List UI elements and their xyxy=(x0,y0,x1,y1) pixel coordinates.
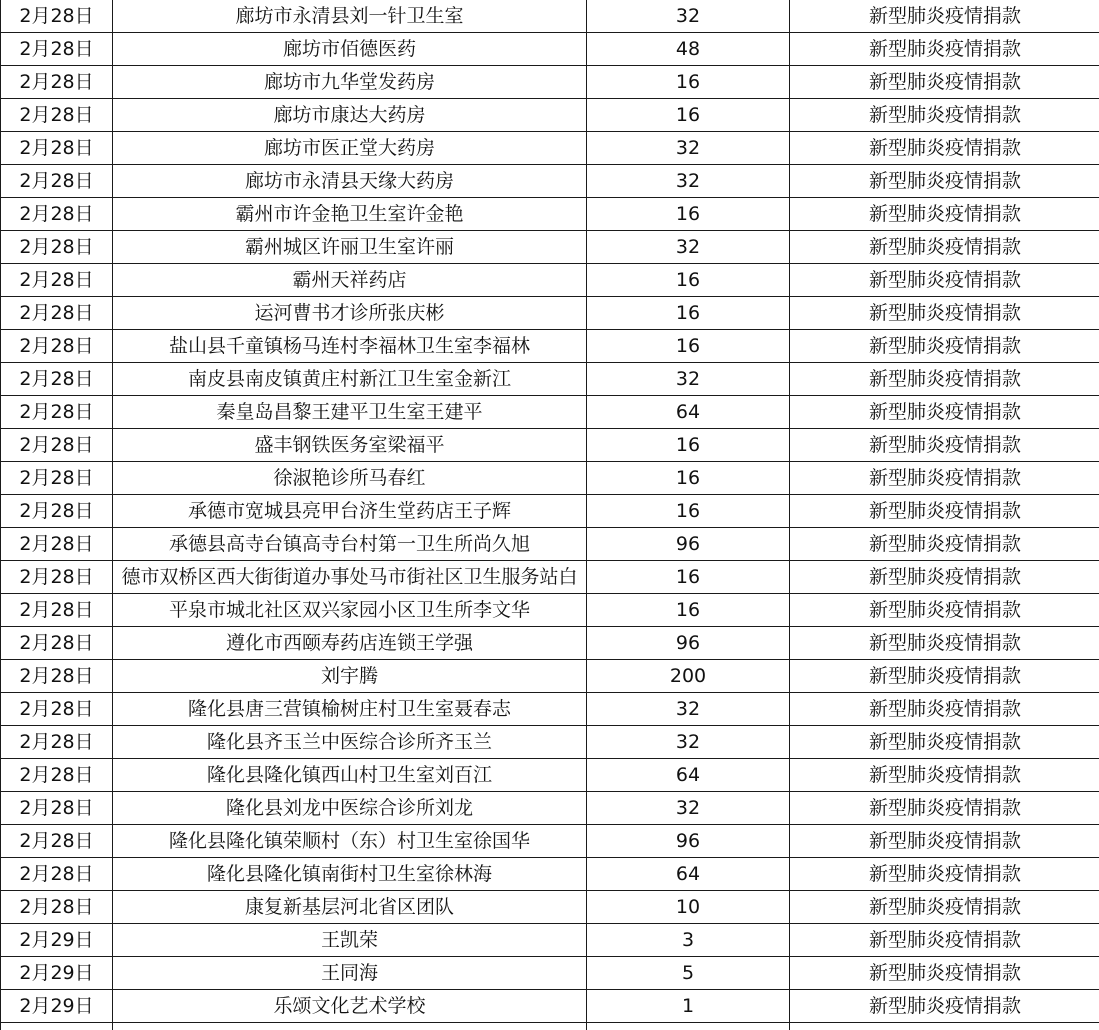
amount-cell[interactable]: 16 xyxy=(587,297,790,330)
date-cell[interactable]: 2月28日 xyxy=(1,825,113,858)
amount-cell[interactable]: 96 xyxy=(587,825,790,858)
amount-cell[interactable]: 32 xyxy=(587,231,790,264)
date-cell[interactable]: 2月28日 xyxy=(1,33,113,66)
amount-cell[interactable]: 200 xyxy=(587,660,790,693)
purpose-cell[interactable]: 新型肺炎疫情捐款 xyxy=(790,825,1099,858)
purpose-cell[interactable]: 新型肺炎疫情捐款 xyxy=(790,66,1099,99)
purpose-cell[interactable]: 新型肺炎疫情捐款 xyxy=(790,297,1099,330)
donor-name-cell[interactable]: 霸州市许金艳卫生室许金艳 xyxy=(113,198,587,231)
purpose-cell[interactable]: 新型肺炎疫情捐款 xyxy=(790,528,1099,561)
table-body xyxy=(1,0,1099,1030)
date-cell[interactable]: 2月28日 xyxy=(1,165,113,198)
date-cell[interactable]: 2月28日 xyxy=(1,330,113,363)
date-cell[interactable]: 2月28日 xyxy=(1,297,113,330)
amount-cell[interactable]: 96 xyxy=(587,627,790,660)
date-cell[interactable]: 2月28日 xyxy=(1,462,113,495)
table-row xyxy=(1,792,1099,825)
amount-cell[interactable]: 64 xyxy=(587,759,790,792)
purpose-cell[interactable]: 新型肺炎疫情捐款 xyxy=(790,792,1099,825)
purpose-cell[interactable]: 新型肺炎疫情捐款 xyxy=(790,33,1099,66)
purpose-cell[interactable]: 新型肺炎疫情捐款 xyxy=(790,429,1099,462)
amount-cell[interactable]: 48 xyxy=(587,33,790,66)
date-cell[interactable]: 2月28日 xyxy=(1,231,113,264)
date-cell[interactable]: 2月29日 xyxy=(1,957,113,990)
amount-cell[interactable]: 64 xyxy=(587,396,790,429)
amount-cell[interactable]: 32 xyxy=(587,132,790,165)
purpose-cell[interactable]: 新型肺炎疫情捐款 xyxy=(790,957,1099,990)
table-row xyxy=(1,297,1099,330)
amount-cell[interactable]: 16 xyxy=(587,330,790,363)
table-row xyxy=(1,891,1099,924)
table-row xyxy=(1,759,1099,792)
table-row xyxy=(1,528,1099,561)
date-cell[interactable]: 2月29日 xyxy=(1,990,113,1023)
purpose-cell[interactable]: 新型肺炎疫情捐款 xyxy=(790,627,1099,660)
donor-name-cell[interactable]: 承德市宽城县亮甲台济生堂药店王子辉 xyxy=(113,495,587,528)
amount-cell[interactable]: 96 xyxy=(587,528,790,561)
table-row xyxy=(1,825,1099,858)
donor-name-cell[interactable]: 隆化县刘龙中医综合诊所刘龙 xyxy=(113,792,587,825)
amount-cell[interactable]: 64 xyxy=(587,858,790,891)
table-row xyxy=(1,594,1099,627)
amount-cell[interactable]: 32 xyxy=(587,165,790,198)
donor-name-cell[interactable]: 康复新基层河北省区团队 xyxy=(113,891,587,924)
purpose-cell[interactable]: 新型肺炎疫情捐款 xyxy=(790,264,1099,297)
donor-name-cell[interactable]: 遵化市西颐寿药店连锁王学强 xyxy=(113,627,587,660)
table-row xyxy=(1,561,1099,594)
donor-name-cell[interactable]: 霸州城区许丽卫生室许丽 xyxy=(113,231,587,264)
date-cell[interactable] xyxy=(1,1023,113,1030)
date-cell[interactable]: 2月28日 xyxy=(1,363,113,396)
purpose-cell[interactable]: 新型肺炎疫情捐款 xyxy=(790,990,1099,1023)
donor-name-cell[interactable]: 盛丰钢铁医务室梁福平 xyxy=(113,429,587,462)
purpose-cell[interactable]: 新型肺炎疫情捐款 xyxy=(790,198,1099,231)
donor-name-cell[interactable] xyxy=(113,1023,587,1030)
table-row xyxy=(1,990,1099,1023)
table-row xyxy=(1,660,1099,693)
amount-cell[interactable]: 3 xyxy=(587,924,790,957)
donor-name-cell[interactable]: 隆化县隆化镇西山村卫生室刘百江 xyxy=(113,759,587,792)
date-cell[interactable]: 2月28日 xyxy=(1,264,113,297)
amount-cell[interactable]: 16 xyxy=(587,462,790,495)
date-cell[interactable]: 2月28日 xyxy=(1,858,113,891)
amount-cell[interactable]: 16 xyxy=(587,495,790,528)
date-cell[interactable]: 2月28日 xyxy=(1,528,113,561)
table-row xyxy=(1,957,1099,990)
table-row xyxy=(1,627,1099,660)
amount-cell[interactable]: 16 xyxy=(587,66,790,99)
date-cell[interactable]: 2月28日 xyxy=(1,198,113,231)
date-cell[interactable]: 2月28日 xyxy=(1,429,113,462)
donor-name-cell[interactable]: 平泉市城北社区双兴家园小区卫生所李文华 xyxy=(113,594,587,627)
date-cell[interactable]: 2月28日 xyxy=(1,693,113,726)
donor-name-cell[interactable]: 霸州天祥药店 xyxy=(113,264,587,297)
purpose-cell[interactable]: 新型肺炎疫情捐款 xyxy=(790,396,1099,429)
table-row xyxy=(1,231,1099,264)
table-row xyxy=(1,495,1099,528)
donor-name-cell[interactable]: 廊坊市康达大药房 xyxy=(113,99,587,132)
purpose-cell[interactable]: 新型肺炎疫情捐款 xyxy=(790,99,1099,132)
purpose-cell[interactable] xyxy=(790,1023,1099,1030)
purpose-cell[interactable]: 新型肺炎疫情捐款 xyxy=(790,924,1099,957)
donor-name-cell[interactable]: 南皮县南皮镇黄庄村新江卫生室金新江 xyxy=(113,363,587,396)
date-cell[interactable]: 2月28日 xyxy=(1,66,113,99)
purpose-cell[interactable]: 新型肺炎疫情捐款 xyxy=(790,330,1099,363)
date-cell[interactable]: 2月28日 xyxy=(1,0,113,33)
date-cell[interactable]: 2月28日 xyxy=(1,759,113,792)
amount-cell[interactable]: 32 xyxy=(587,363,790,396)
donor-name-cell[interactable]: 王凯荣 xyxy=(113,924,587,957)
amount-cell[interactable]: 5 xyxy=(587,957,790,990)
table-row xyxy=(1,264,1099,297)
purpose-cell[interactable]: 新型肺炎疫情捐款 xyxy=(790,495,1099,528)
donor-name-cell[interactable]: 德市双桥区西大街街道办事处马市街社区卫生服务站白 xyxy=(113,561,587,594)
date-cell[interactable]: 2月28日 xyxy=(1,396,113,429)
purpose-cell[interactable]: 新型肺炎疫情捐款 xyxy=(790,759,1099,792)
donor-name-cell[interactable]: 隆化县齐玉兰中医综合诊所齐玉兰 xyxy=(113,726,587,759)
purpose-cell[interactable]: 新型肺炎疫情捐款 xyxy=(790,726,1099,759)
table-row xyxy=(1,396,1099,429)
donor-name-cell[interactable]: 隆化县唐三营镇榆树庄村卫生室聂春志 xyxy=(113,693,587,726)
purpose-cell[interactable]: 新型肺炎疫情捐款 xyxy=(790,594,1099,627)
donor-name-cell[interactable]: 乐颂文化艺术学校 xyxy=(113,990,587,1023)
table-row xyxy=(1,132,1099,165)
purpose-cell[interactable]: 新型肺炎疫情捐款 xyxy=(790,858,1099,891)
table-row xyxy=(1,330,1099,363)
donor-name-cell[interactable]: 廊坊市九华堂发药房 xyxy=(113,66,587,99)
date-cell[interactable]: 2月29日 xyxy=(1,924,113,957)
donor-name-cell[interactable]: 廊坊市永清县刘一针卫生室 xyxy=(113,0,587,33)
donor-name-cell[interactable]: 承德县高寺台镇高寺台村第一卫生所尚久旭 xyxy=(113,528,587,561)
donor-name-cell[interactable]: 廊坊市佰德医药 xyxy=(113,33,587,66)
purpose-cell[interactable]: 新型肺炎疫情捐款 xyxy=(790,462,1099,495)
purpose-cell[interactable]: 新型肺炎疫情捐款 xyxy=(790,693,1099,726)
table-row xyxy=(1,429,1099,462)
table-row xyxy=(1,33,1099,66)
table-row xyxy=(1,66,1099,99)
date-cell[interactable]: 2月28日 xyxy=(1,495,113,528)
date-cell[interactable]: 2月28日 xyxy=(1,891,113,924)
date-cell[interactable]: 2月28日 xyxy=(1,726,113,759)
amount-cell[interactable]: 32 xyxy=(587,726,790,759)
amount-cell[interactable]: 32 xyxy=(587,693,790,726)
purpose-cell[interactable]: 新型肺炎疫情捐款 xyxy=(790,132,1099,165)
amount-cell[interactable]: 1 xyxy=(587,990,790,1023)
table-row xyxy=(1,1023,1099,1030)
purpose-cell[interactable]: 新型肺炎疫情捐款 xyxy=(790,0,1099,33)
table-row xyxy=(1,726,1099,759)
purpose-cell[interactable]: 新型肺炎疫情捐款 xyxy=(790,891,1099,924)
purpose-cell[interactable]: 新型肺炎疫情捐款 xyxy=(790,165,1099,198)
table-row xyxy=(1,198,1099,231)
table-row xyxy=(1,99,1099,132)
amount-cell[interactable]: 16 xyxy=(587,264,790,297)
date-cell[interactable]: 2月28日 xyxy=(1,660,113,693)
donor-name-cell[interactable]: 刘宇腾 xyxy=(113,660,587,693)
table-row xyxy=(1,693,1099,726)
purpose-cell[interactable]: 新型肺炎疫情捐款 xyxy=(790,363,1099,396)
donor-name-cell[interactable]: 隆化县隆化镇南街村卫生室徐林海 xyxy=(113,858,587,891)
table-row xyxy=(1,0,1099,33)
amount-cell[interactable] xyxy=(587,1023,790,1030)
table-row xyxy=(1,858,1099,891)
donor-name-cell[interactable]: 秦皇岛昌黎王建平卫生室王建平 xyxy=(113,396,587,429)
date-cell[interactable]: 2月28日 xyxy=(1,792,113,825)
table-row xyxy=(1,462,1099,495)
amount-cell[interactable]: 32 xyxy=(587,792,790,825)
purpose-cell[interactable]: 新型肺炎疫情捐款 xyxy=(790,660,1099,693)
amount-cell[interactable]: 32 xyxy=(587,0,790,33)
purpose-cell[interactable]: 新型肺炎疫情捐款 xyxy=(790,231,1099,264)
donor-name-cell[interactable]: 廊坊市永清县天缘大药房 xyxy=(113,165,587,198)
amount-cell[interactable]: 10 xyxy=(587,891,790,924)
amount-cell[interactable]: 16 xyxy=(587,429,790,462)
donor-name-cell[interactable]: 王同海 xyxy=(113,957,587,990)
donor-name-cell[interactable]: 廊坊市医正堂大药房 xyxy=(113,132,587,165)
table-row xyxy=(1,165,1099,198)
amount-cell[interactable]: 16 xyxy=(587,99,790,132)
amount-cell[interactable]: 16 xyxy=(587,594,790,627)
purpose-cell[interactable]: 新型肺炎疫情捐款 xyxy=(790,561,1099,594)
donor-name-cell[interactable]: 徐淑艳诊所马春红 xyxy=(113,462,587,495)
donor-name-cell[interactable]: 盐山县千童镇杨马连村李福林卫生室李福林 xyxy=(113,330,587,363)
donor-name-cell[interactable]: 运河曹书才诊所张庆彬 xyxy=(113,297,587,330)
amount-cell[interactable]: 16 xyxy=(587,561,790,594)
date-cell[interactable]: 2月28日 xyxy=(1,594,113,627)
date-cell[interactable]: 2月28日 xyxy=(1,561,113,594)
amount-cell[interactable]: 16 xyxy=(587,198,790,231)
date-cell[interactable]: 2月28日 xyxy=(1,132,113,165)
date-cell[interactable]: 2月28日 xyxy=(1,99,113,132)
donor-name-cell[interactable]: 隆化县隆化镇荣顺村（东）村卫生室徐国华 xyxy=(113,825,587,858)
table-row xyxy=(1,363,1099,396)
date-cell[interactable]: 2月28日 xyxy=(1,627,113,660)
table-row xyxy=(1,924,1099,957)
